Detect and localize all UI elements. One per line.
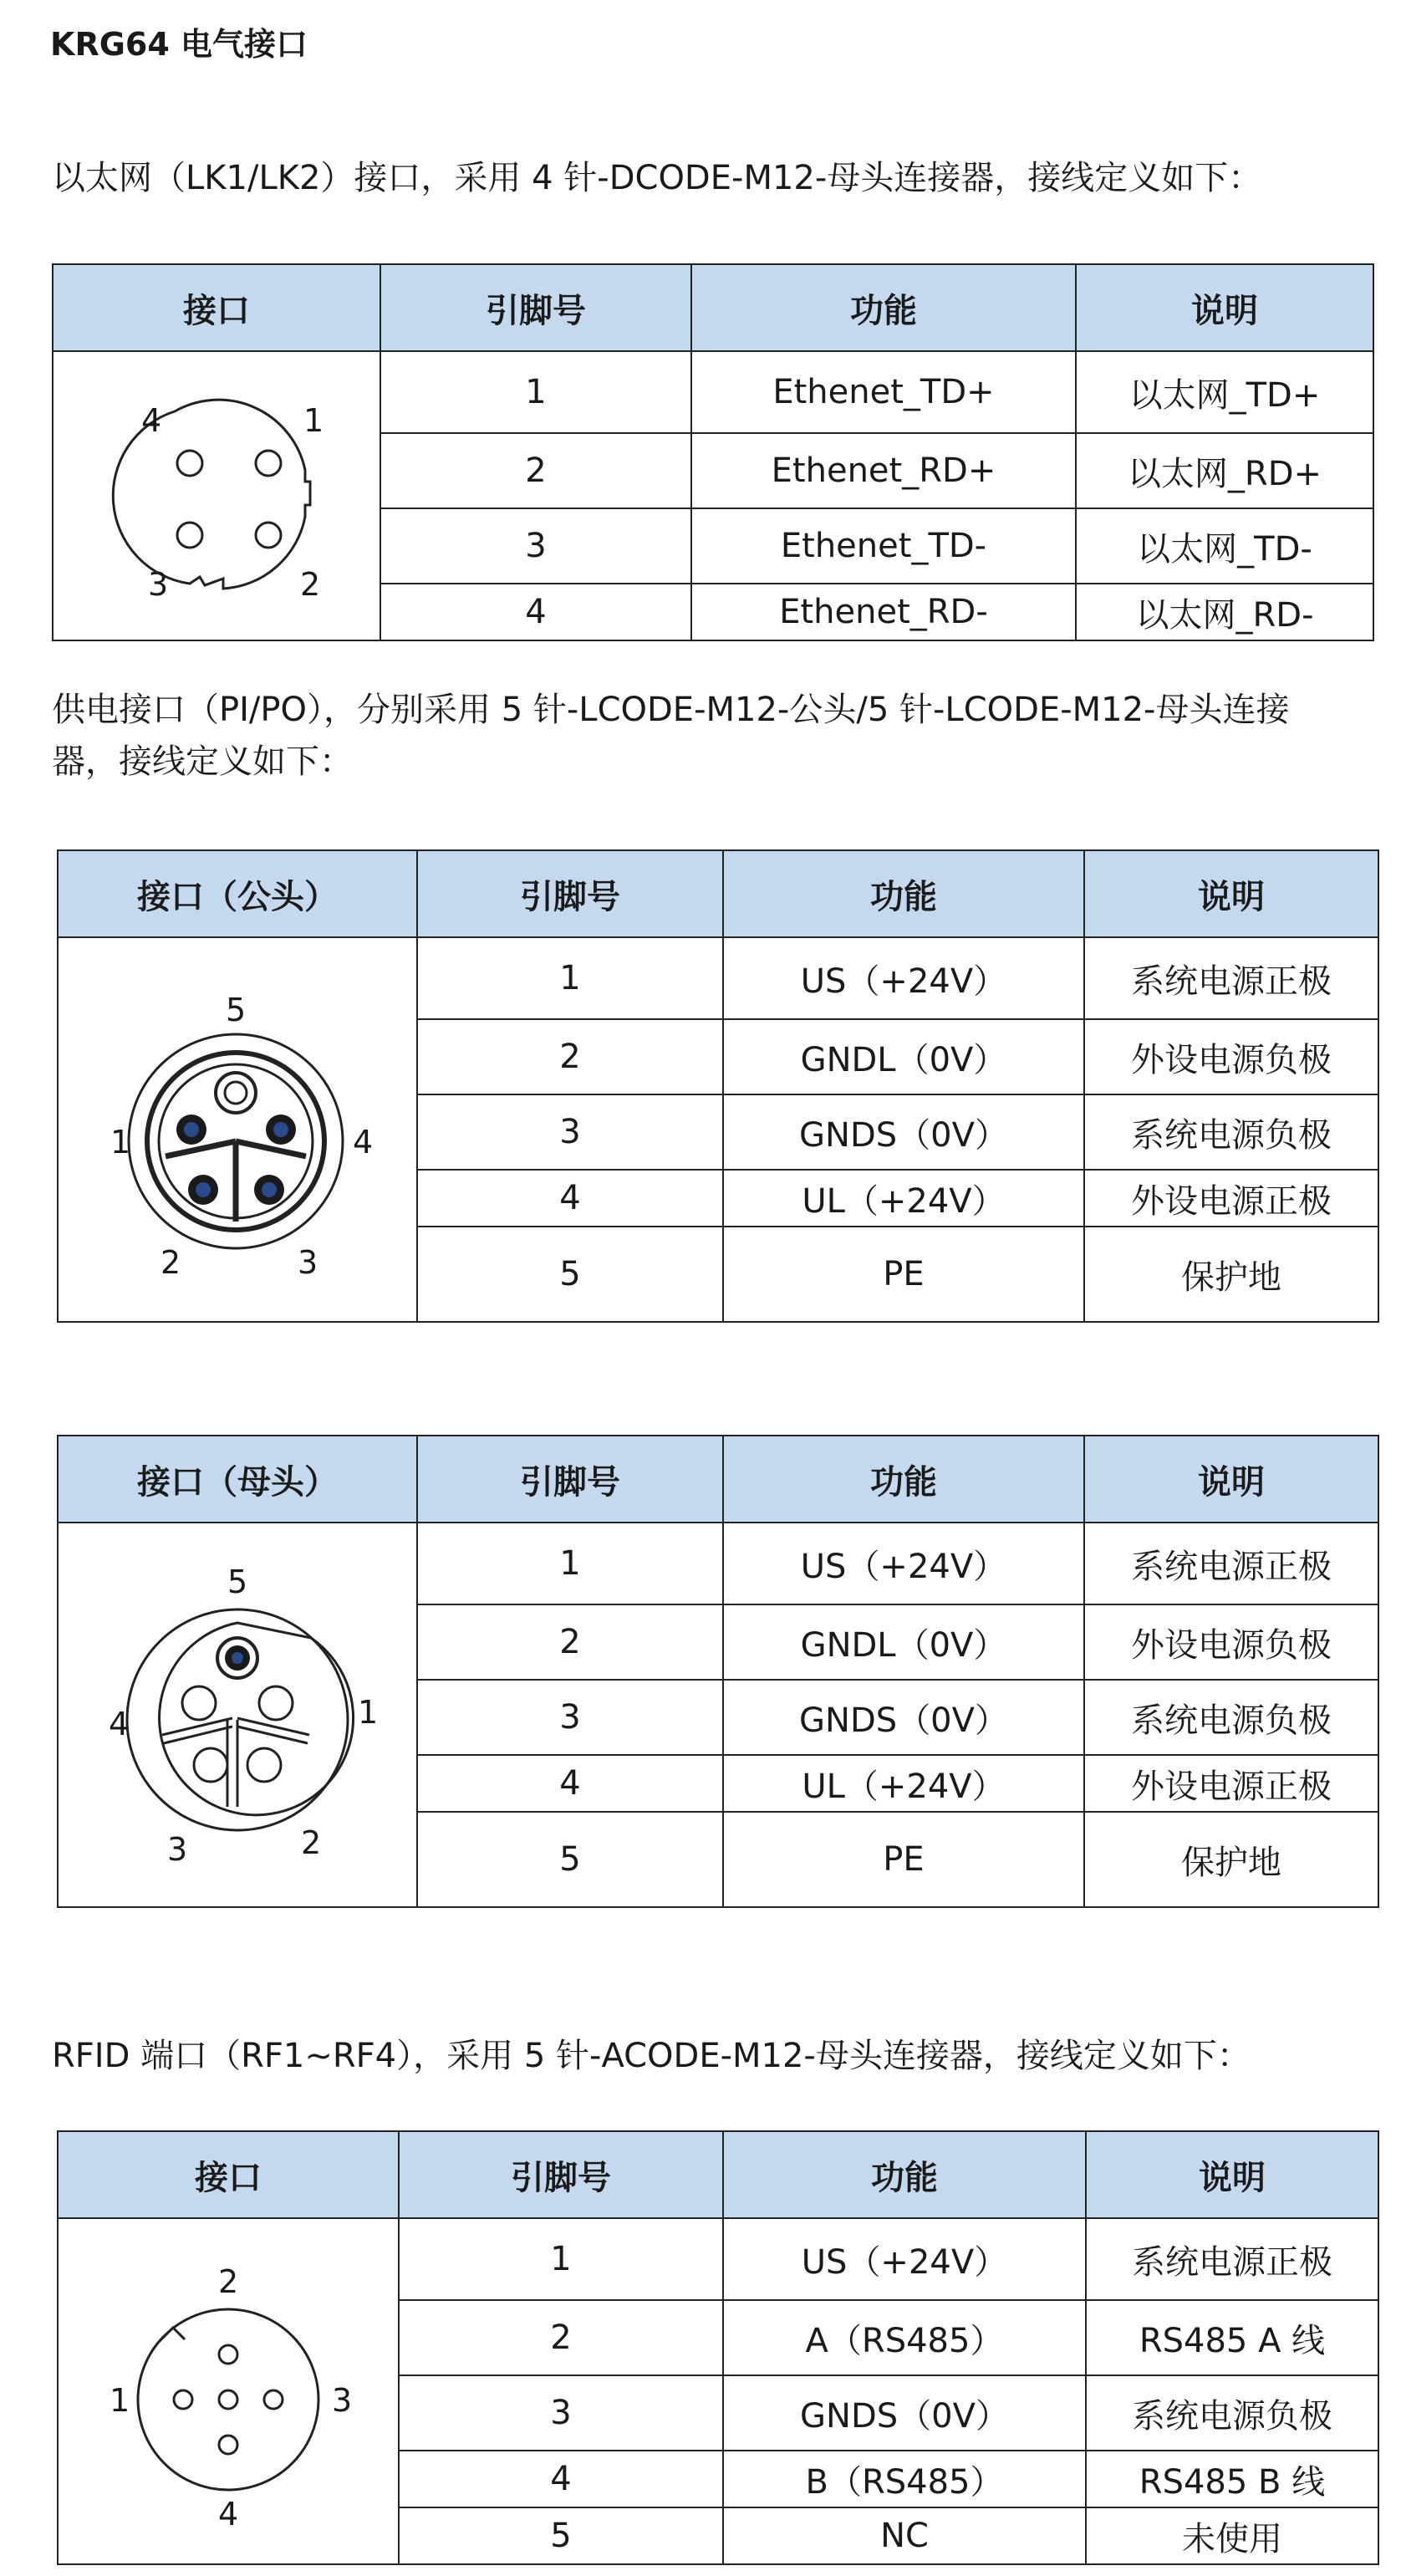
function-cell: A（RS485） <box>723 2300 1086 2375</box>
description-cell: 系统电源正极 <box>1084 937 1378 1019</box>
pin-label: 3 <box>298 1244 318 1281</box>
pin-cell: 1 <box>399 2218 723 2300</box>
description-cell: 保护地 <box>1084 1227 1378 1322</box>
function-cell: US（+24V） <box>723 937 1084 1019</box>
header-interface: 接口 <box>53 264 380 351</box>
pin-cell: 2 <box>417 1019 723 1094</box>
pin-cell: 3 <box>417 1680 723 1755</box>
description-cell: 外设电源负极 <box>1084 1019 1378 1094</box>
pin-4-hole <box>219 2436 237 2454</box>
pin-cell: 4 <box>417 1755 723 1812</box>
pin-4-hole <box>182 1686 216 1720</box>
pin-label: 4 <box>109 1706 130 1742</box>
pin-label: 3 <box>148 566 169 603</box>
table-header-row <box>53 264 1373 351</box>
function-cell: US（+24V） <box>723 2218 1086 2300</box>
power-male-table <box>57 849 1379 1323</box>
header-interface: 接口 <box>58 2131 399 2218</box>
header-function: 功能 <box>723 2131 1086 2218</box>
power-intro-line2: 器，接线定义如下： <box>52 742 353 781</box>
pin-cell: 5 <box>417 1812 723 1907</box>
ethernet-table <box>52 263 1374 641</box>
header-description: 说明 <box>1084 1436 1378 1523</box>
pin-3-hole <box>177 523 202 548</box>
table-row <box>58 2218 1378 2300</box>
pin-label: 2 <box>300 566 321 603</box>
description-cell: 保护地 <box>1084 1812 1378 1907</box>
pin-5-hole <box>219 2390 237 2409</box>
pin-cell: 5 <box>399 2507 723 2564</box>
pin-label: 3 <box>332 2382 353 2419</box>
description-cell: 以太网_RD- <box>1076 584 1373 640</box>
pin-2-hole <box>256 523 281 548</box>
pin-label: 1 <box>303 402 324 439</box>
function-cell: GNDL（0V） <box>723 1604 1084 1680</box>
function-cell: Ethenet_RD+ <box>691 433 1076 508</box>
header-description: 说明 <box>1086 2131 1378 2218</box>
header-pin: 引脚号 <box>399 2131 723 2218</box>
description-cell: 系统电源负极 <box>1086 2375 1378 2451</box>
function-cell: GNDS（0V） <box>723 1094 1084 1170</box>
table-header-row <box>58 1436 1378 1523</box>
description-cell: 以太网_TD+ <box>1076 351 1373 433</box>
pin-label: 5 <box>226 992 247 1028</box>
pin-label: 1 <box>110 1124 131 1160</box>
table-header-row <box>58 2131 1378 2218</box>
function-cell: Ethenet_RD- <box>691 584 1076 640</box>
pin-label: 2 <box>160 1244 181 1281</box>
pin-5-pe <box>216 1073 256 1113</box>
pin-label: 4 <box>141 402 162 439</box>
connector-cell <box>53 351 380 640</box>
header-interface: 接口（公头） <box>58 850 417 937</box>
connector-cell <box>58 2218 399 2564</box>
connector-cell <box>58 1523 417 1907</box>
function-cell: UL（+24V） <box>723 1755 1084 1812</box>
pin-label: 4 <box>218 2496 239 2533</box>
header-function: 功能 <box>691 264 1076 351</box>
m12-dcode-female-diagram <box>91 375 342 617</box>
function-cell: GNDS（0V） <box>723 2375 1086 2451</box>
function-cell: US（+24V） <box>723 1523 1084 1604</box>
rfid-table <box>57 2130 1379 2565</box>
pin-cell: 4 <box>417 1170 723 1227</box>
function-cell: GNDL（0V） <box>723 1019 1084 1094</box>
pin-cell: 3 <box>380 508 691 584</box>
description-cell: 未使用 <box>1086 2507 1378 2564</box>
table-row <box>58 937 1378 1019</box>
header-pin: 引脚号 <box>380 264 691 351</box>
function-cell: B（RS485） <box>723 2451 1086 2507</box>
m12-lcode-male-diagram <box>87 954 388 1305</box>
pin-cell: 5 <box>417 1227 723 1322</box>
table-header-row <box>58 850 1378 937</box>
pin-label: 4 <box>353 1124 374 1160</box>
pin-label: 2 <box>218 2263 239 2300</box>
pin-cell: 3 <box>417 1094 723 1170</box>
rfid-intro: RFID 端口（RF1~RF4），采用 5 针-ACODE-M12-母头连接器，接线定义如下： <box>52 2037 1251 2075</box>
power-intro-line1: 供电接口（PI/PO），分别采用 5 针-LCODE-M12-公头/5 针-LCODE-M12-母头连接 <box>52 691 1290 729</box>
pin-1-hole <box>174 2390 192 2409</box>
description-cell: 以太网_TD- <box>1076 508 1373 584</box>
pin-1-hole <box>259 1686 293 1720</box>
pin-label: 2 <box>301 1824 322 1861</box>
pin-2-hole <box>219 2345 237 2364</box>
pin-1-hole <box>256 451 281 476</box>
description-cell: 系统电源正极 <box>1086 2218 1378 2300</box>
pin-3-hole <box>264 2390 283 2409</box>
power-female-table <box>57 1435 1379 1908</box>
pin-cell: 4 <box>380 584 691 640</box>
header-pin: 引脚号 <box>417 1436 723 1523</box>
pin-3-hole <box>194 1748 227 1782</box>
header-function: 功能 <box>723 850 1084 937</box>
header-description: 说明 <box>1084 850 1378 937</box>
ethernet-intro: 以太网（LK1/LK2）接口，采用 4 针-DCODE-M12-母头连接器，接线定义如下： <box>52 159 1262 197</box>
function-cell: Ethenet_TD+ <box>691 351 1076 433</box>
pin-2-hole <box>247 1748 281 1782</box>
description-cell: RS485 B 线 <box>1086 2451 1378 2507</box>
function-cell: PE <box>723 1227 1084 1322</box>
pin-label: 3 <box>167 1831 188 1868</box>
description-cell: 外设电源正极 <box>1084 1755 1378 1812</box>
pin-cell: 2 <box>417 1604 723 1680</box>
description-cell: 以太网_RD+ <box>1076 433 1373 508</box>
description-cell: 外设电源正极 <box>1084 1170 1378 1227</box>
connector-cell <box>58 937 417 1322</box>
description-cell: 系统电源负极 <box>1084 1094 1378 1170</box>
pin-cell: 2 <box>380 433 691 508</box>
description-cell: 系统电源负极 <box>1084 1680 1378 1755</box>
function-cell: UL（+24V） <box>723 1170 1084 1227</box>
pin-cell: 1 <box>380 351 691 433</box>
pin-cell: 4 <box>399 2451 723 2507</box>
function-cell: GNDS（0V） <box>723 1680 1084 1755</box>
table-row <box>53 351 1373 433</box>
pin-cell: 1 <box>417 937 723 1019</box>
pin-cell: 3 <box>399 2375 723 2451</box>
pin-label: 1 <box>110 2382 130 2419</box>
header-description: 说明 <box>1076 264 1373 351</box>
function-cell: PE <box>723 1812 1084 1907</box>
m12-lcode-female-diagram <box>87 1539 388 1890</box>
m12-acode-female-diagram <box>86 2224 370 2558</box>
description-cell: RS485 A 线 <box>1086 2300 1378 2375</box>
description-cell: 系统电源正极 <box>1084 1523 1378 1604</box>
pin-label: 1 <box>358 1694 379 1731</box>
pin-cell: 2 <box>399 2300 723 2375</box>
description-cell: 外设电源负极 <box>1084 1604 1378 1680</box>
function-cell: NC <box>723 2507 1086 2564</box>
pin-4-hole <box>177 451 202 476</box>
page-title: KRG64 电气接口 <box>50 26 308 63</box>
function-cell: Ethenet_TD- <box>691 508 1076 584</box>
header-function: 功能 <box>723 1436 1084 1523</box>
header-interface: 接口（母头） <box>58 1436 417 1523</box>
pin-label: 5 <box>227 1563 248 1600</box>
table-row <box>58 1523 1378 1604</box>
pin-cell: 1 <box>417 1523 723 1604</box>
header-pin: 引脚号 <box>417 850 723 937</box>
